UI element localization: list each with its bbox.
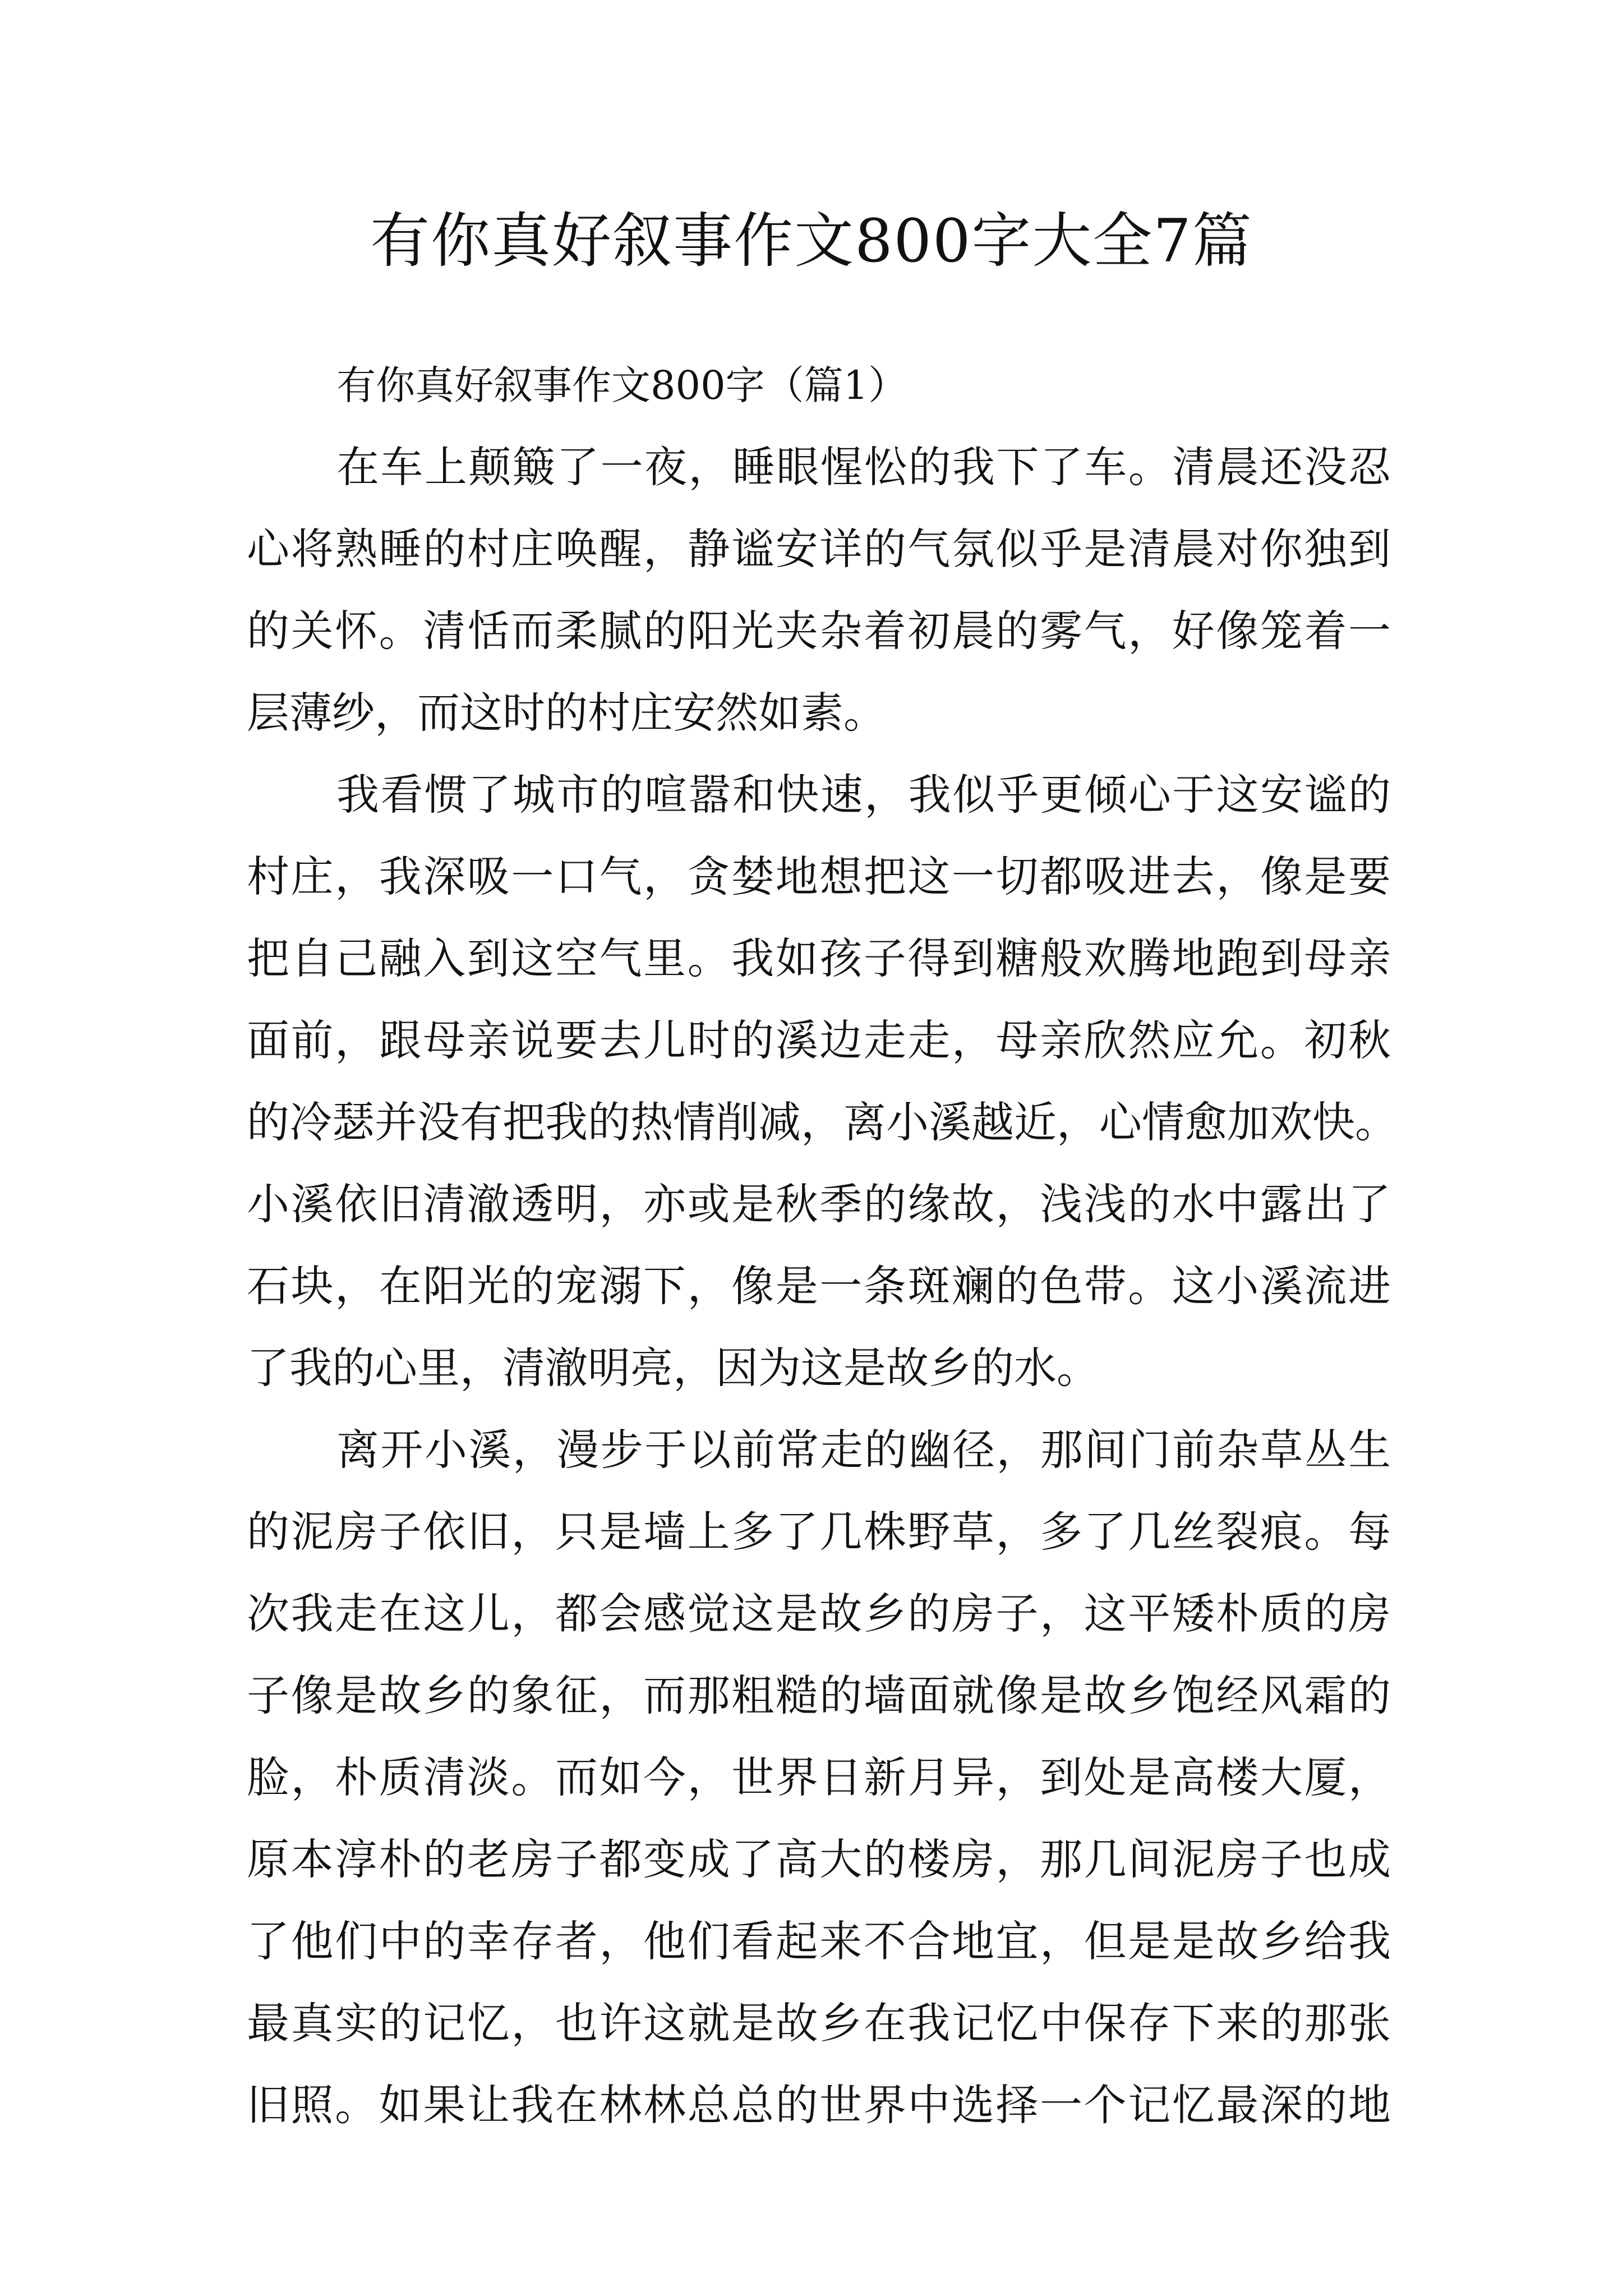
paragraph-line: 村庄，我深吸一口气，贪婪地想把这一切都吸进去，像是要 [247,852,1391,901]
paragraph-line: 最真实的记忆，也许这就是故乡在我记忆中保存下来的那张 [247,1998,1391,2048]
paragraph-line: 的冷瑟并没有把我的热情削减，离小溪越近，心情愈加欢快。 [247,1097,1398,1147]
paragraph-line: 脸，朴质清淡。而如今，世界日新月异，到处是高楼大厦， [247,1752,1391,1802]
paragraph-line: 石块，在阳光的宠溺下，像是一条斑斓的色带。这小溪流进 [247,1261,1391,1311]
paragraph-line: 小溪依旧清澈透明，亦或是秋季的缘故，浅浅的水中露出了 [247,1179,1391,1229]
paragraph-line: 子像是故乡的象征，而那粗糙的墙面就像是故乡饱经风霜的 [247,1671,1391,1720]
document-title: 有你真好叙事作文800字大全7篇 [370,206,1253,275]
paragraph-line: 的泥房子依旧，只是墙上多了几株野草，多了几丝裂痕。每 [247,1507,1391,1557]
paragraph-line: 离开小溪，漫步于以前常走的幽径，那间门前杂草丛生 [336,1425,1391,1475]
paragraph-line: 次我走在这儿，都会感觉这是故乡的房子，这平矮朴质的房 [247,1589,1391,1639]
paragraph-2 [247,754,1398,1409]
paragraph-line: 了他们中的幸存者，他们看起来不合地宜，但是是故乡给我 [247,1916,1391,1966]
paragraph-1 [247,426,1391,754]
paragraph-line: 了我的心里，清澈明亮，因为这是故乡的水。 [247,1343,1099,1393]
paragraph-line: 的关怀。清恬而柔腻的阳光夹杂着初晨的雾气，好像笼着一 [247,606,1391,656]
paragraph-3 [247,1409,1391,2146]
paragraph-line: 旧照。如果让我在林林总总的世界中选择一个记忆最深的地 [247,2080,1391,2130]
paragraph-line: 我看惯了城市的喧嚣和快速，我似乎更倾心于这安谧的 [336,770,1391,820]
paragraph-line: 原本淳朴的老房子都变成了高大的楼房，那几间泥房子也成 [247,1834,1391,1884]
paragraph-line: 层薄纱，而这时的村庄安然如素。 [247,688,886,738]
paragraph-line: 心将熟睡的村庄唤醒，静谧安详的气氛似乎是清晨对你独到 [247,524,1391,574]
paragraph-line: 把自己融入到这空气里。我如孩子得到糖般欢腾地跑到母亲 [247,933,1391,983]
section-heading: 有你真好叙事作文800字（篇1） [336,362,908,408]
document-body [247,344,1398,2146]
paragraph-line: 面前，跟母亲说要去儿时的溪边走走，母亲欣然应允。初秋 [247,1015,1391,1065]
paragraph-line: 在车上颠簸了一夜，睡眼惺忪的我下了车。清晨还没忍 [336,442,1391,492]
